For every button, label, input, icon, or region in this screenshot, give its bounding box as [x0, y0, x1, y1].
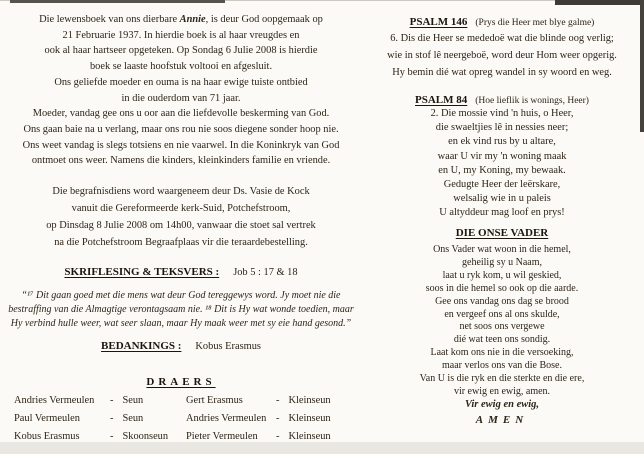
- dash: -: [276, 395, 280, 406]
- table-row: [8, 413, 356, 424]
- eulogy-line: ook al haar hartseer opgeteken. Op Sondag 6 Julie 2008 is hierdie: [44, 45, 318, 57]
- pallbearer-name: Andries Vermeulen: [186, 413, 267, 424]
- pallbearer-relation: [110, 395, 186, 406]
- onse-vader-title: DIE ONSE VADER: [455, 227, 549, 239]
- quote-line: Hy verbind hulle weer, wat seer slaan, maar Hy maak weer met sy eie hand gesond.”: [10, 318, 352, 329]
- psalm-146-heading-row: [366, 12, 638, 30]
- dash: -: [276, 413, 280, 424]
- pallbearer-name: Paul Vermeulen: [14, 413, 80, 424]
- funeral-line: op Dinsdag 8 Julie 2008 om 14h00, vanwaar die stoet sal vertrek: [46, 220, 316, 231]
- closing-line: Vir ewig en ewig,: [464, 399, 540, 410]
- dash: -: [110, 395, 114, 406]
- pallbearer-name: Pieter Vermeulen: [186, 431, 258, 442]
- prayer-line: net soos ons vergewe: [459, 321, 545, 333]
- prayer-line: Ons Vader wat woon in die hemel,: [433, 244, 571, 255]
- funeral-line: na die Potchefstroom Begraafplaas vir die teraardebestelling.: [54, 237, 308, 248]
- eulogy-line: Moeder, vandag gee ons u oor aan die liefdevolle beskerming van God.: [32, 108, 330, 120]
- funeral-details-paragraph: [6, 183, 356, 251]
- psalm-line: waar U vir my 'n woning maak: [437, 150, 567, 162]
- dash: -: [276, 431, 280, 442]
- eulogy-line: in die ouderdom van 71 jaar.: [121, 92, 241, 104]
- eulogy-line: [6, 12, 356, 28]
- psalm-84-verse: [366, 107, 638, 221]
- eulogy-line1-suffix: , is deur God oopgemaak op: [205, 14, 323, 25]
- table-row: [8, 395, 356, 406]
- scripture-heading: SKRIFLESING & TEKSVERS :: [64, 266, 220, 278]
- pallbearer-relation: [110, 431, 186, 442]
- psalm-line: en ek vind rus by u altare,: [448, 136, 556, 148]
- bedankings-heading: BEDANKINGS :: [101, 340, 182, 352]
- bedankings-row: [6, 340, 356, 352]
- prayer-line: vir ewig en ewig, amen.: [453, 385, 551, 397]
- draers-heading-row: [6, 376, 356, 388]
- prayer-line: maar verlos ons van die Bose.: [442, 360, 562, 372]
- draers-heading: DRAERS: [146, 376, 216, 388]
- scripture-reference: Job 5 : 17 & 18: [233, 267, 298, 278]
- psalm-146-subtitle: (Prys die Heer met blye galme): [475, 18, 595, 28]
- prayer-line: geheilig sy u Naam,: [462, 256, 542, 268]
- pallbearer-name: Kobus Erasmus: [14, 431, 80, 442]
- scripture-heading-row: [6, 266, 356, 278]
- psalm-146-verse: [366, 31, 638, 81]
- psalm-line: 6. Dis die Heer se mededoë wat die blinde oog verlig;: [390, 33, 614, 44]
- psalm-line: wie in stof lê neergeboë, word deur Hom weer opgerig.: [387, 49, 617, 61]
- onse-vader-heading-row: [366, 227, 638, 239]
- pallbearer-relation: [276, 431, 356, 442]
- eulogy-line: ontmoet ons weer. Namens die kinders, kleinkinders familie en vriende.: [31, 155, 331, 167]
- bedankings-name: Kobus Erasmus: [195, 341, 261, 352]
- psalm-line: 2. Die mossie vind 'n huis, o Heer,: [430, 108, 574, 119]
- dash: -: [110, 431, 114, 442]
- pallbearers-table: [8, 395, 356, 449]
- relation-label: Seun: [122, 413, 144, 424]
- pallbearer-relation: [276, 413, 356, 424]
- psalm-line: U altyddeur mag loof en prys!: [439, 207, 565, 219]
- scan-artifact-top-left: [10, 0, 225, 3]
- prayer-line: en vergeef ons al ons skulde,: [444, 308, 560, 320]
- deceased-name: Annie: [179, 14, 206, 25]
- psalm-line: Hy bemin dié wat opreg wandel in sy woord en weg.: [392, 66, 612, 78]
- psalm-84-title: PSALM 84: [415, 94, 468, 106]
- psalm-line: die swaeltjies lê in nessies neer;: [435, 122, 569, 134]
- eulogy-line: Ons weet vandag is slegs totsiens en nie vaarwel. In die Koninkryk van God: [22, 139, 340, 151]
- quote-line: bestraffing van die Almagtige verontagsaam nie. ¹⁸ Dit is Hy wat wonde toedien, maar: [8, 304, 354, 315]
- pallbearer-relation: [276, 395, 356, 406]
- psalm-146-title: PSALM 146: [409, 16, 468, 28]
- scripture-quote: [6, 289, 356, 331]
- eulogy-line1-prefix: Die lewensboek van ons dierbare: [39, 14, 180, 25]
- relation-label: Skoonseun: [122, 431, 169, 442]
- onse-vader-prayer: [366, 244, 638, 399]
- prayer-line: Van U is die ryk en die sterkte en die ere,: [419, 373, 585, 385]
- psalm-line: en U, my Koning, my bewaak.: [438, 164, 566, 176]
- pallbearer-name: Gert Erasmus: [186, 395, 243, 406]
- relation-label: Kleinseun: [288, 431, 331, 442]
- funeral-line: vanuit die Gereformeerde kerk-Suid, Potchefstroom,: [71, 203, 291, 214]
- pallbearer-name: Andries Vermeulen: [14, 395, 95, 406]
- table-row: [8, 431, 356, 442]
- prayer-line: laat u ryk kom, u wil geskied,: [442, 269, 562, 281]
- eulogy-line: 21 Februarie 1937. In hierdie boek is al haar vreugdes en: [62, 29, 300, 41]
- psalm-line: welsalig wie in u paleis: [453, 193, 551, 205]
- prayer-line: dié wat teen ons sondig.: [453, 334, 551, 346]
- dash: -: [110, 413, 114, 424]
- amen-line: AMEN: [475, 414, 529, 426]
- funeral-line: Die begrafnisdiens word waargeneem deur Ds. Vasie de Kock: [52, 186, 310, 197]
- eulogy-paragraph: [6, 12, 356, 169]
- psalm-84-heading-row: [366, 90, 638, 108]
- prayer-line: soos in die hemel so ook op die aarde.: [425, 282, 579, 294]
- psalm-line: Gedugte Heer der leërskare,: [443, 179, 561, 191]
- prayer-line: Gee ons vandag ons dag se brood: [435, 295, 569, 307]
- relation-label: Seun: [122, 395, 144, 406]
- relation-label: Kleinseun: [288, 413, 331, 424]
- quote-line: “¹⁷ Dit gaan goed met die mens wat deur God tereggewys word. Jy moet nie die: [21, 290, 341, 301]
- eulogy-line: Ons geliefde moeder en ouma is na haar ewige tuiste ontbied: [54, 76, 308, 88]
- prayer-line: Laat kom ons nie in die versoeking,: [430, 347, 574, 359]
- psalm-84-subtitle: (Hoe lieflik is wonings, Heer): [475, 96, 589, 106]
- scan-artifact-right-edge: [640, 0, 644, 132]
- pallbearer-relation: [110, 413, 186, 424]
- eulogy-line: Ons gaan baie na u verlang, maar ons rou nie soos diegene sonder hoop nie.: [23, 123, 339, 135]
- scan-artifact-top-right: [555, 0, 644, 5]
- eulogy-line: boek se laaste hoofstuk voltooi en afgesluit.: [89, 61, 273, 73]
- relation-label: Kleinseun: [288, 395, 331, 406]
